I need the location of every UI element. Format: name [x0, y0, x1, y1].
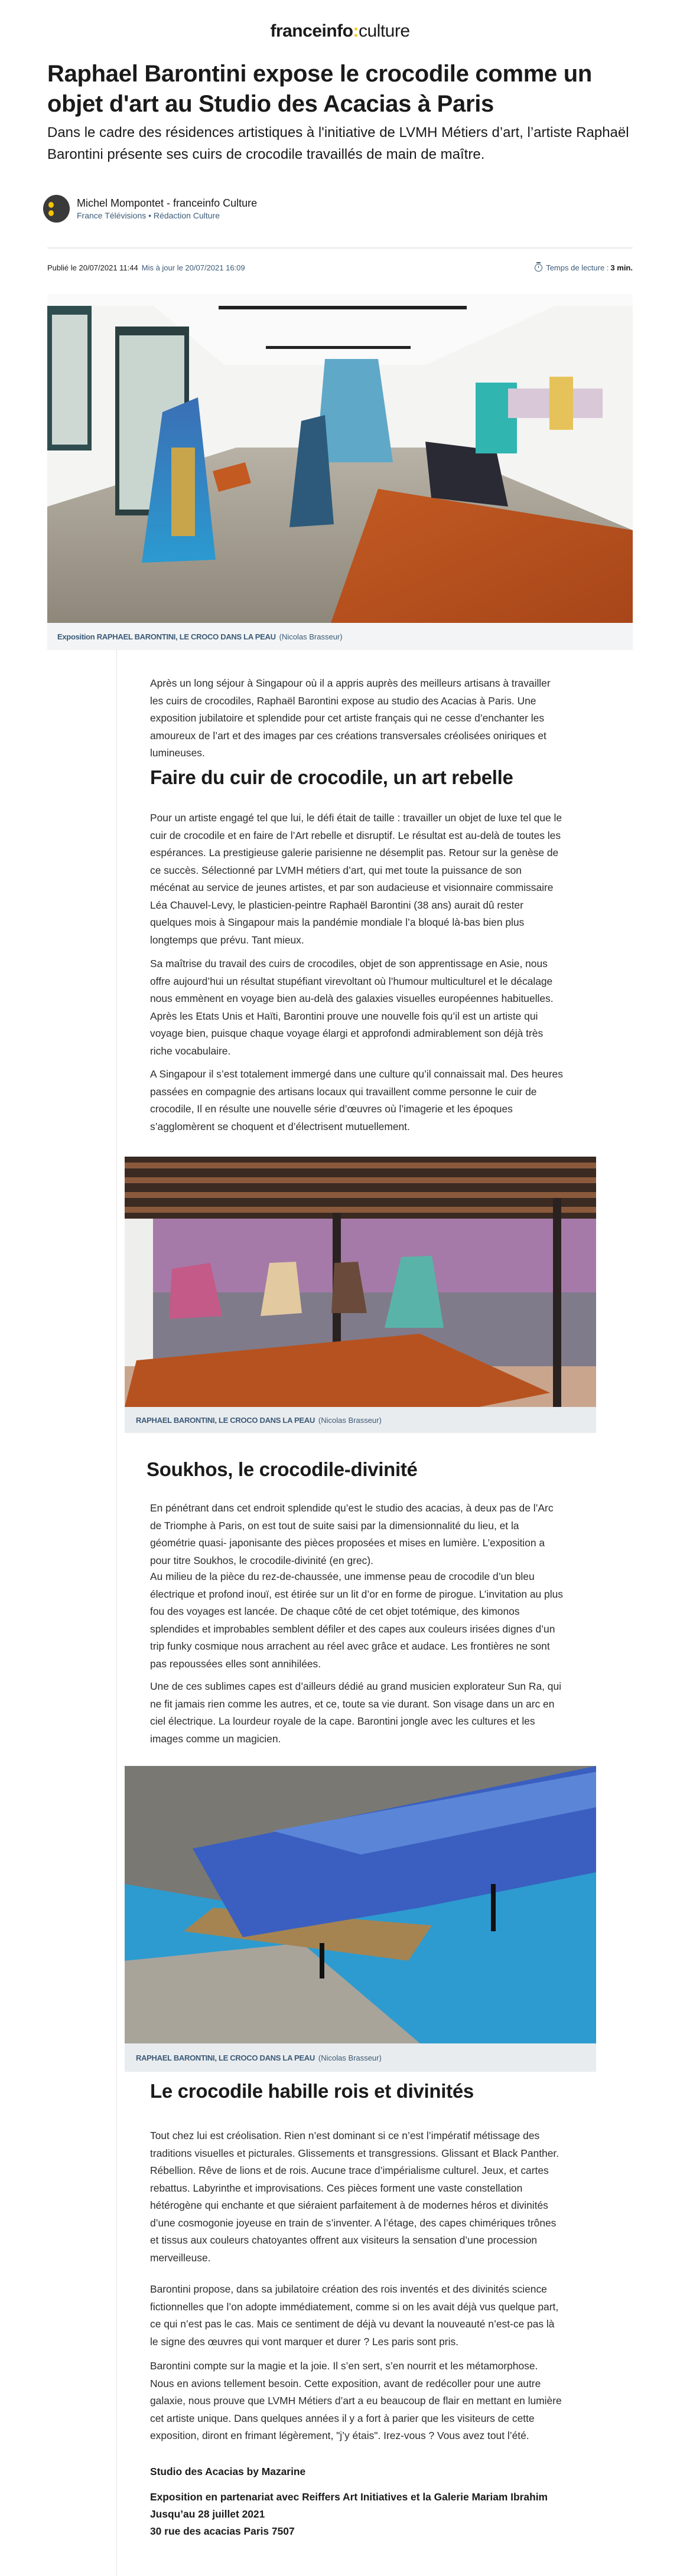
- logo-section: culture: [358, 21, 410, 41]
- body-paragraph: Barontini compte sur la magie et la joie. Il s’en sert, s’en nourrit et les métamorphose. Nous en avions tellement besoin. Cette exposition, avant de redécoller pour une autre galaxie, nous prouve que LVMH Métiers d’art a eu beaucoup de flair en mettant en lumière cet artiste unique. Dans quelques années il y a fort à parier que les visiteurs de cette exposition, diront en frimant légèrement, "j’y étais". Irez-vous ? Vous avez tout l’été.: [150, 2360, 562, 2441]
- section-heading: Faire du cuir de crocodile, un art rebelle: [150, 766, 513, 788]
- body-paragraph: Barontini propose, dans sa jubilatoire création des rois inventés et des divinités science fictionnelles que l’on adopte immédiatement, comme si on les avait déjà vus quelque part, ce qui n’est pas le cas. Mais ce sentiment de déjà vu devant la nouveauté n’est-ce pas là le signe des œuvres qui vont marquer et durer ? Les paris sont pris.: [150, 2283, 559, 2348]
- author-block: [43, 195, 257, 223]
- crocodile-skin-photo-illustration: [125, 1766, 596, 2043]
- section-heading: Soukhos, le crocodile-divinité: [147, 1458, 418, 1480]
- avatar-dot-icon: [48, 210, 54, 216]
- body-paragraph: Une de ces sublimes capes est d’ailleurs dédié au grand musicien explorateur Sun Ra, qui ne fit jamais rien comme les autres, et ce, toute sa vie durant. Son visage dans un arc en ciel électrique. La lourdeur royale de la cape. Barontini jongle avec les cultures et les images comme un magicien.: [150, 1680, 562, 1745]
- published-date: Publié le 20/07/2021 11:44: [47, 263, 138, 272]
- body-paragraph: Sa maîtrise du travail des cuirs de crocodiles, objet de son apprentissage en Asie, nous offre aujourd’hui un résultat stupéfiant virevoltant où l’humour multiculturel et le décalage nous emmènent en voyage bien au-delà des galaxies visuelles européennes habituelles. Après les Etats Unis et Haïti, Barontini prouve une nouvelle fois qu’il est un artiste qui voyage bien, puisque chaque voyage élargi et approfondi admirablement son déjà très riche vocabulaire.: [150, 958, 554, 1057]
- caption-credit: (Nicolas Brasseur): [318, 1415, 382, 1425]
- reading-time: [535, 263, 633, 272]
- venue-name: Studio des Acacias by Mazarine: [150, 2466, 306, 2477]
- article-lede: Dans le cadre des résidences artistiques à l'initiative de LVMH Métiers d’art, l’artiste Raphaël Barontini présente ses cuirs de crocodile travaillés de main de maître.: [47, 125, 629, 162]
- body-paragraph: Tout chez lui est créolisation. Rien n’est dominant si ce n’est l’impératif métissage des traditions visuelles et picturales. Glissements et transgressions. Glissant et Black Panther. Rébellion. Rêve de lions et de rois. Aucune trace d’impérialisme culturel. Jeux, et cartes rebattus. Labyrinthe et improvisations. Ces pièces forment une vaste constellation hétérogène qui enchante et que siéraient parfaitement à de modernes héros et divinités d’une cosmogonie joyeuse en train de s’inventer. A l’étage, des capes chimériques trônes et tissus aux couleurs chatoyantes offrent aux visiteurs la sensation d’une procession merveilleuse.: [150, 2130, 559, 2264]
- updated-date: Mis à jour le 20/07/2021 16:09: [141, 263, 245, 272]
- body-paragraph: Pour un artiste engagé tel que lui, le défi était de taille : travailler un objet de luxe tel que le cuir de crocodile et en faire de l’Art rebelle et disruptif. Le résultat est au-delà de toutes les espérances. La prestigieuse galerie parisienne ne désemplit pas. Retour sur la genèse de ce succès. Sélectionné par LVMH métiers d’art, qui met toute la puissance de son mécénat au service de jeunes artistes, et par son audacieuse et visionnaire commissaire Léa Chauvel-Levy, le plasticien-peintre Raphaël Barontini (38 ans) aurait dû rester quelques mois à Singapour mais la pandémie mondiale l’a bloqué là-bas bien plus longtemps que prévu. Tant mieux.: [150, 812, 562, 946]
- section-image[interactable]: [125, 1766, 596, 2043]
- logo-brand: franceinfo: [270, 21, 353, 41]
- author-org: France Télévisions • Rédaction Culture: [77, 210, 220, 220]
- article-meta: [47, 263, 245, 272]
- exhibition-dates: Jusqu’au 28 juillet 2021: [150, 2508, 265, 2520]
- body-paragraph: En pénétrant dans cet endroit splendide qu’est le studio des acacias, à deux pas de l’Arc de Triomphe à Paris, on est tout de suite saisi par la dimensionnalité du lieu, et la géométrie quasi- japonisante des pièces proposées et mises en lumière. L’exposition a pour titre Soukhos, le crocodile-divinité (en grec).: [150, 1502, 554, 1566]
- reading-time-value: 3 min.: [610, 263, 633, 272]
- reading-time-label: Temps de lecture :: [546, 263, 609, 272]
- clock-icon: [535, 264, 542, 272]
- exhibition-partners: Exposition en partenariat avec Reiffers Art Initiatives et la Galerie Mariam Ibrahim: [150, 2491, 548, 2503]
- hero-caption: [47, 623, 633, 650]
- section-image-caption: [125, 1407, 596, 1433]
- section-image[interactable]: [125, 1157, 596, 1407]
- hero-caption-credit: (Nicolas Brasseur): [279, 632, 343, 641]
- divider: [47, 247, 633, 249]
- gallery-photo-illustration: [47, 294, 633, 623]
- content-left-rule: [116, 650, 117, 2576]
- body-paragraph: Au milieu de la pièce du rez-de-chaussée, une immense peau de crocodile d’un bleu électrique et profond inouï, est étirée sur un lit d’or en forme de pirogue. L’invitation au plus fou des voyages est lancée. De chaque côté de cet objet totémique, des kimonos splendides et improbables semblent défiler et des capes aux couleurs irisées dignes d’un trip funky cosmique nous arrachent au réel avec grâce et audace. Les frontières ne sont pas repoussées elles sont annihilées.: [150, 1571, 563, 1670]
- logo-colon: :: [353, 21, 359, 41]
- caption-credit: (Nicolas Brasseur): [318, 2053, 382, 2062]
- caption-title: RAPHAEL BARONTINI, LE CROCO DANS LA PEAU: [136, 1415, 315, 1425]
- site-logo[interactable]: [0, 21, 680, 41]
- avatar-dot-icon: [48, 202, 54, 208]
- hero-image[interactable]: [47, 294, 633, 623]
- body-paragraph: A Singapour il s’est totalement immergé dans une culture qu’il connaissait mal. Des heures passées en compagnie des artisans locaux qui travaillent comme personne le cuir de crocodile, Il en résulte une nouvelle série d’œuvres où l’imagerie et les époques s’agglomèrent se choquent et d’électrisent mutuellement.: [150, 1068, 563, 1132]
- hero-caption-title: Exposition RAPHAEL BARONTINI, LE CROCO DANS LA PEAU: [57, 632, 276, 641]
- author-avatar[interactable]: [43, 195, 70, 223]
- capes-room-photo-illustration: [125, 1157, 596, 1407]
- intro-paragraph: Après un long séjour à Singapour où il a appris auprès des meilleurs artisans à travailler les cuirs de crocodiles, Raphaël Barontini expose au studio des Acacias à Paris. Une exposition jubilatoire et splendide pour cet artiste français qui ne cesse d’enchanter les amoureux de l’art et des images par ces créations transversales créolisées oniriques et lumineuses.: [150, 677, 551, 759]
- article-title: Raphael Barontini expose le crocodile comme un objet d'art au Studio des Acacias à Paris: [47, 61, 593, 117]
- author-name[interactable]: Michel Mompontet - franceinfo Culture: [77, 197, 258, 209]
- exhibition-address: 30 rue des acacias Paris 7507: [150, 2525, 295, 2537]
- section-image-caption: [125, 2043, 596, 2072]
- section-heading: Le crocodile habille rois et divinités: [150, 2080, 474, 2102]
- caption-title: RAPHAEL BARONTINI, LE CROCO DANS LA PEAU: [136, 2053, 315, 2062]
